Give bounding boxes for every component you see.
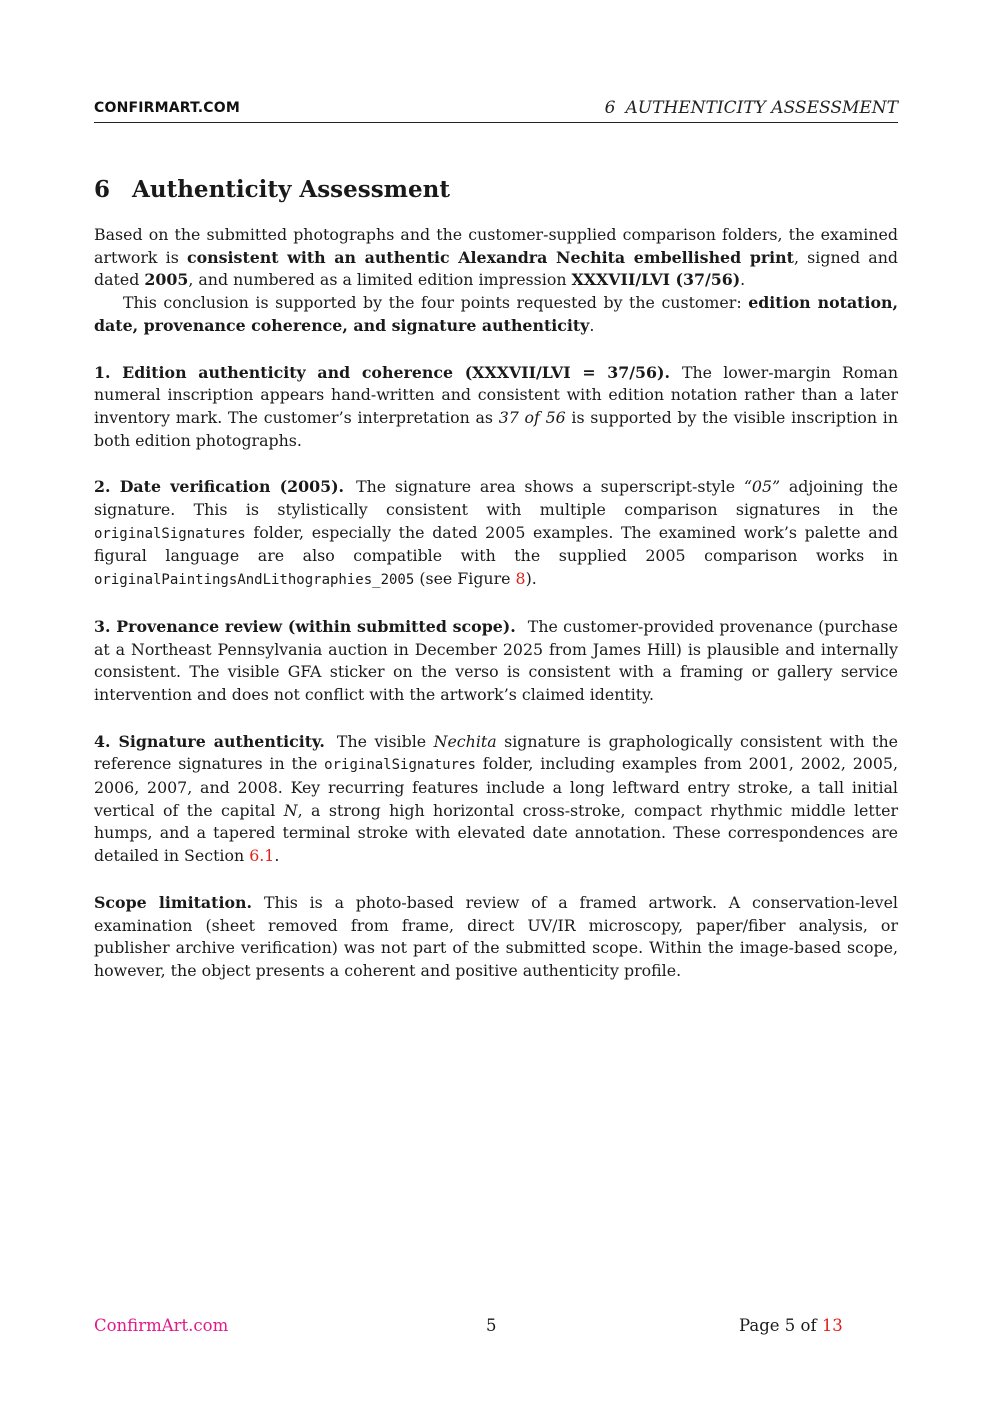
intro-text: Based on the submitted photographs and the customer-supplied comparison folders, the examined artwork is <box>94 225 898 267</box>
intro-edition: XXXVII/LVI (37/56) <box>571 270 741 290</box>
point-4-text: The visible <box>336 731 434 751</box>
header-section-number: 6 <box>604 98 616 118</box>
intro-text: , signed and dated <box>94 247 898 290</box>
folder-name-code: originalSignatures <box>324 757 476 774</box>
point-1-italic: 37 of 56 <box>498 407 566 427</box>
header-section-title: AUTHENTICITY ASSESSMENT <box>625 98 898 118</box>
figure-reference-link[interactable]: 8 <box>515 569 526 589</box>
point-3-text: The customer-provided provenance (purchase at a Northeast Pennsylvania auction in December 2025 from James Hill) is plausible and internally consistent. The visible GFA sticker on the verso is consistent with a framing or gallery service intervention and does not conflict with the artwork’s claimed identity. <box>94 616 899 704</box>
page-total-link[interactable]: 13 <box>821 1316 843 1335</box>
point-2-paragraph <box>94 476 898 592</box>
point-2-text: ). <box>525 569 537 589</box>
confirmart-logo: CONFIRMART.COM <box>94 100 241 116</box>
scope-paragraph <box>94 892 898 983</box>
intro-year: 2005 <box>144 270 189 290</box>
point-4-text: . <box>274 846 280 866</box>
page-count-label: Page 5 of <box>739 1316 817 1335</box>
intro-support-paragraph <box>94 292 898 337</box>
intro-paragraph <box>94 224 898 292</box>
intro-text: , and numbered as a limited edition impression <box>188 270 572 290</box>
footer-page-number: 5 <box>486 1316 497 1335</box>
point-4-text: , a strong high horizontal cross-stroke, compact rhythmic middle letter humps, and a tapered terminal stroke with elevated date annotation. These correspondences are detailed in Section <box>94 800 899 866</box>
intro-conclusion: consistent with an authentic Alexandra Nechita embellished print <box>187 247 794 267</box>
point-2-text: The signature area shows a superscript-style <box>356 477 744 497</box>
header-section-label <box>605 98 898 118</box>
footer-site-link[interactable]: ConfirmArt.com <box>94 1316 229 1335</box>
intro-text: . <box>589 315 595 335</box>
point-4-heading: 4. Signature authenticity. <box>94 731 325 751</box>
point-3-heading: 3. Provenance review (within submitted scope). <box>94 616 516 636</box>
folder-name-code: originalSignatures <box>94 525 246 542</box>
point-1-text: is supported by the visible inscription in both edition photographs. <box>94 407 898 450</box>
scope-heading: Scope limitation. <box>94 892 252 912</box>
section-body <box>94 224 898 983</box>
point-4-italic: N <box>283 800 298 820</box>
intro-points: edition notation, date, provenance coherence, and signature authenticity <box>94 293 898 335</box>
point-2-text: folder, especially the dated 2005 examples. The examined work’s palette and figural language are also compatible with the supplied 2005 comparison works in <box>94 522 898 566</box>
folder-name-code: originalPaintingsAndLithographies_2005 <box>94 572 415 589</box>
point-2-text: (see Figure <box>414 569 516 589</box>
point-1-text: The lower-margin Roman numeral inscription appears hand-written and consistent with edition notation rather than a later inventory mark. The customer’s interpretation as <box>94 362 899 427</box>
point-4-text: folder, including examples from 2001, 2002, 2005, 2006, 2007, and 2008. Key recurring features include a long leftward entry stroke, a tall initial vertical of the capital <box>94 754 898 820</box>
page-footer <box>94 1316 898 1340</box>
section-reference-link[interactable]: 6.1 <box>249 846 275 866</box>
intro-text: This conclusion is supported by the four points requested by the customer: <box>123 293 749 313</box>
section-number: 6 <box>94 176 111 203</box>
point-2-text: adjoining the signature. This is stylistically consistent with multiple comparison signatures in the <box>94 477 898 520</box>
point-4-text: signature is graphologically consistent with the reference signatures in the <box>94 731 898 774</box>
intro-text: . <box>740 270 746 290</box>
scope-text: This is a photo-based review of a framed artwork. A conservation-level examination (sheet removed from frame, direct UV/IR microscopy, paper/fiber analysis, or publisher archive verification) was not part of the submitted scope. Within the image-based scope, however, the object presents a coherent and positive authenticity profile. <box>94 892 898 980</box>
point-3-paragraph <box>94 616 898 707</box>
footer-page-count <box>739 1316 843 1335</box>
section-heading <box>94 176 450 203</box>
section-title: Authenticity Assessment <box>132 176 450 203</box>
point-4-italic: Nechita <box>433 731 497 751</box>
point-1-heading: 1. Edition authenticity and coherence (XXXVII/LVI = 37/56). <box>94 362 670 382</box>
point-2-italic: “05” <box>743 477 781 497</box>
running-header <box>94 98 898 123</box>
point-2-heading: 2. Date verification (2005). <box>94 477 345 497</box>
point-4-paragraph <box>94 731 898 868</box>
point-1-paragraph <box>94 362 898 453</box>
